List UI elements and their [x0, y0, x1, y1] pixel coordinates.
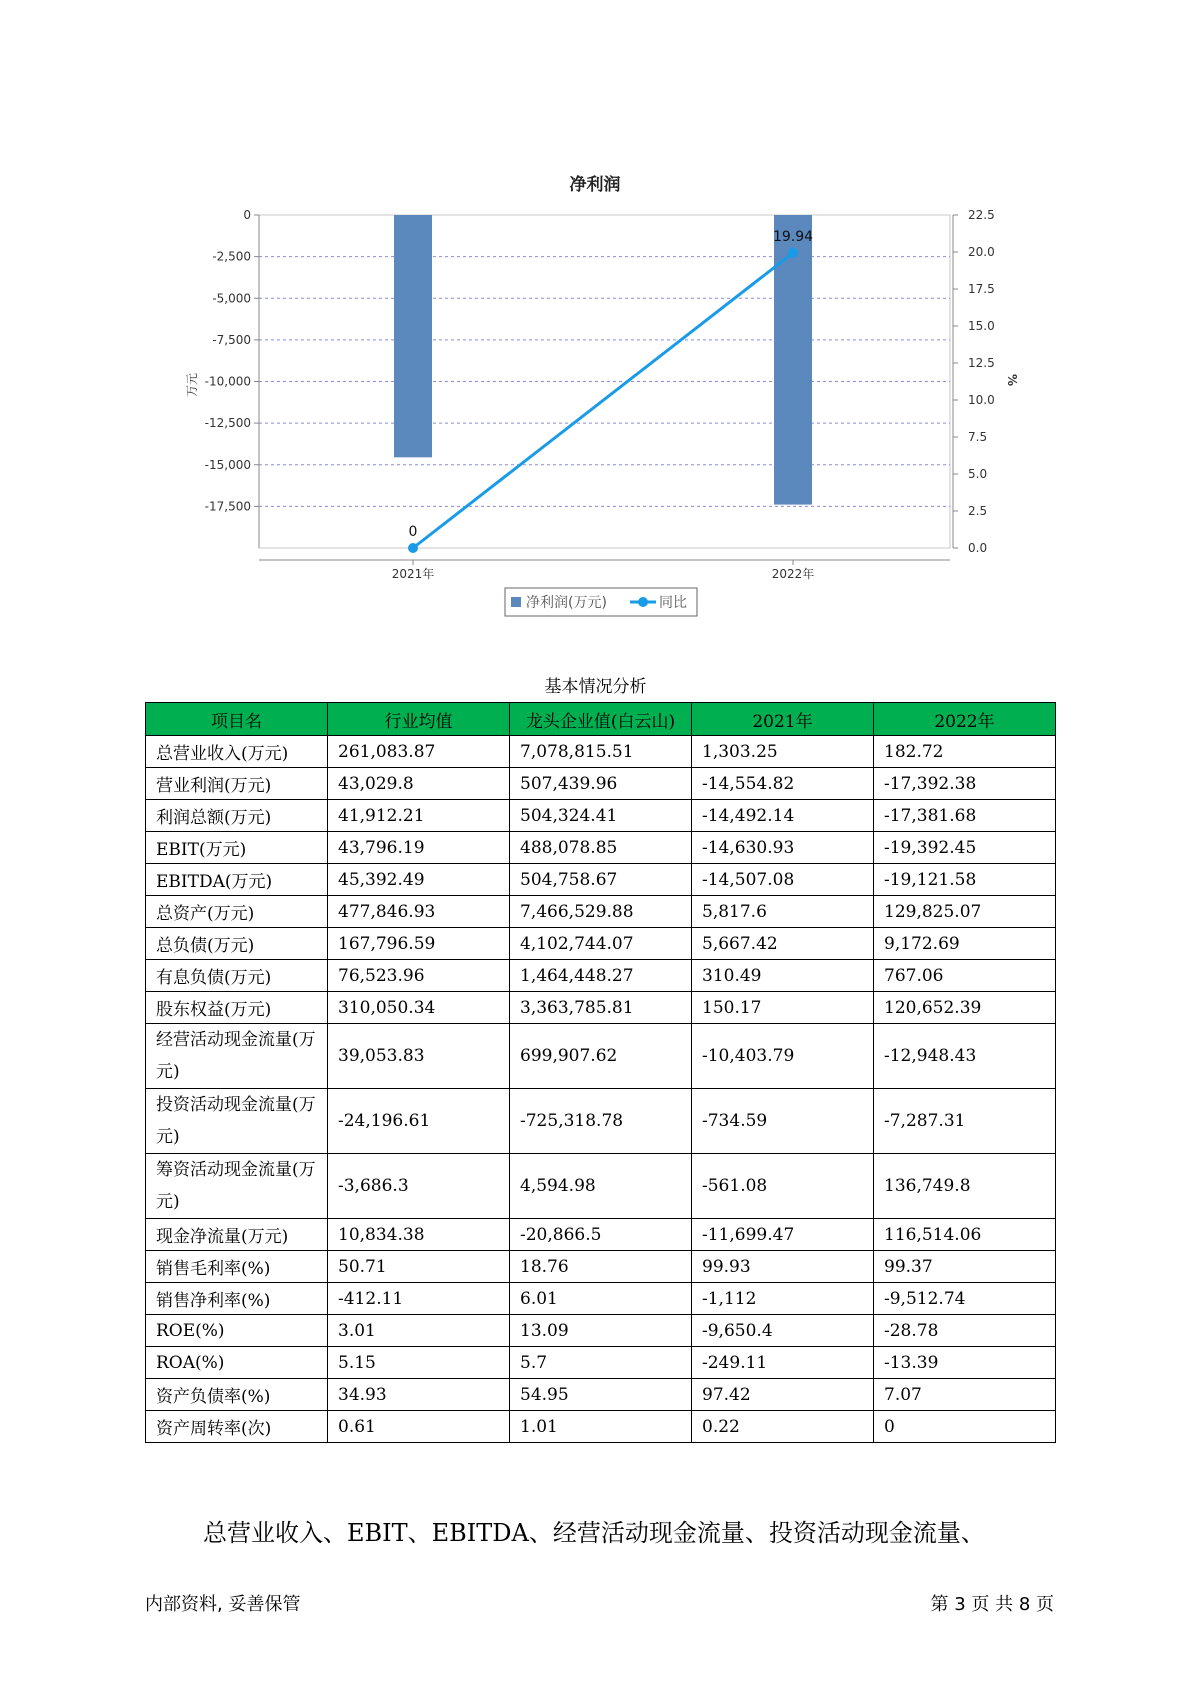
value-cell: 5,817.6 [692, 896, 874, 928]
value-cell: 43,796.19 [328, 832, 510, 864]
value-cell: -20,866.5 [510, 1219, 692, 1251]
value-cell: -28.78 [874, 1315, 1056, 1347]
value-cell: 41,912.21 [328, 800, 510, 832]
value-cell: 9,172.69 [874, 928, 1056, 960]
row-label-cell: ROA(%) [146, 1347, 328, 1379]
value-cell: 0.61 [328, 1411, 510, 1443]
body-paragraph: 总营业收入、EBIT、EBITDA、经营活动现金流量、投资活动现金流量、 [203, 1519, 985, 1547]
table-caption: 基本情况分析 [544, 677, 647, 697]
table-row [146, 1411, 1056, 1443]
value-cell: 39,053.83 [328, 1024, 510, 1089]
value-cell: 7,466,529.88 [510, 896, 692, 928]
value-cell: 97.42 [692, 1379, 874, 1411]
value-cell: -725,318.78 [510, 1089, 692, 1154]
value-cell: -14,630.93 [692, 832, 874, 864]
y2-tick-label: 22.5 [968, 208, 995, 222]
value-cell: -9,512.74 [874, 1283, 1056, 1315]
y2-tick-label: 17.5 [968, 282, 995, 296]
value-cell: 3,363,785.81 [510, 992, 692, 1024]
value-cell: -19,121.58 [874, 864, 1056, 896]
value-cell: 43,029.8 [328, 768, 510, 800]
y2-tick-label: 10.0 [968, 393, 995, 407]
legend-bar-label: 净利润(万元) [526, 595, 607, 611]
value-cell: 7.07 [874, 1379, 1056, 1411]
row-label-cell: EBITDA(万元) [146, 864, 328, 896]
footer-confidential: 内部资料, 妥善保管 [145, 1594, 301, 1615]
y2-axis-label: % [1005, 373, 1019, 387]
row-label-cell: 总营业收入(万元) [146, 736, 328, 768]
table-row [146, 1283, 1056, 1315]
value-cell: 0 [874, 1411, 1056, 1443]
value-cell: 150.17 [692, 992, 874, 1024]
table-body [146, 736, 1056, 1443]
yoy-point [408, 543, 418, 553]
row-label-cell: 经营活动现金流量(万元) [146, 1024, 328, 1089]
table-row [146, 1024, 1056, 1089]
value-cell: 477,846.93 [328, 896, 510, 928]
value-cell: 13.09 [510, 1315, 692, 1347]
value-cell: 4,594.98 [510, 1154, 692, 1219]
table-header-row [146, 703, 1056, 736]
table-row [146, 1347, 1056, 1379]
value-cell: -19,392.45 [874, 832, 1056, 864]
header-item-name: 项目名 [146, 703, 328, 736]
basic-analysis-table [145, 702, 1056, 1443]
legend-line-marker [638, 597, 648, 607]
table-row [146, 1219, 1056, 1251]
value-cell: 116,514.06 [874, 1219, 1056, 1251]
value-cell: -14,492.14 [692, 800, 874, 832]
header-2021: 2021年 [692, 703, 874, 736]
row-label-cell: 利润总额(万元) [146, 800, 328, 832]
value-cell: -561.08 [692, 1154, 874, 1219]
value-cell: -24,196.61 [328, 1089, 510, 1154]
header-industry-avg: 行业均值 [328, 703, 510, 736]
y-tick-label: -5,000 [212, 291, 251, 306]
table-row [146, 992, 1056, 1024]
value-cell: 182.72 [874, 736, 1056, 768]
y-tick-label: -10,000 [204, 374, 251, 389]
table-row [146, 864, 1056, 896]
footer-page-number: 第 3 页 共 8 页 [930, 1594, 1054, 1615]
value-cell: -17,392.38 [874, 768, 1056, 800]
value-cell: 6.01 [510, 1283, 692, 1315]
value-cell: 34.93 [328, 1379, 510, 1411]
y-tick-label: -7,500 [212, 332, 251, 347]
value-cell: 50.71 [328, 1251, 510, 1283]
x-tick-label: 2021年 [391, 567, 435, 581]
chart-title: 净利润 [569, 175, 621, 195]
y2-tick-label: 7.5 [968, 430, 988, 444]
y-axis-label: 万元 [185, 372, 199, 398]
value-cell: 1,464,448.27 [510, 960, 692, 992]
chart-svg [0, 0, 1191, 640]
yoy-point [788, 248, 798, 258]
value-cell: -734.59 [692, 1089, 874, 1154]
value-cell: -11,699.47 [692, 1219, 874, 1251]
table-row [146, 1379, 1056, 1411]
value-cell: 1.01 [510, 1411, 692, 1443]
value-cell: -17,381.68 [874, 800, 1056, 832]
row-label-cell: 有息负债(万元) [146, 960, 328, 992]
value-cell: 7,078,815.51 [510, 736, 692, 768]
value-cell: -10,403.79 [692, 1024, 874, 1089]
row-label-cell: 总资产(万元) [146, 896, 328, 928]
y-tick-label: -17,500 [204, 499, 251, 514]
value-cell: -13.39 [874, 1347, 1056, 1379]
value-cell: -14,507.08 [692, 864, 874, 896]
row-label-cell: EBIT(万元) [146, 832, 328, 864]
value-cell: 76,523.96 [328, 960, 510, 992]
value-cell: 699,907.62 [510, 1024, 692, 1089]
value-cell: 167,796.59 [328, 928, 510, 960]
value-cell: 120,652.39 [874, 992, 1056, 1024]
row-label-cell: 销售净利率(%) [146, 1283, 328, 1315]
value-cell: 488,078.85 [510, 832, 692, 864]
y2-tick-label: 12.5 [968, 356, 995, 370]
row-label-cell: 销售毛利率(%) [146, 1251, 328, 1283]
y-tick-label: 0 [243, 208, 251, 222]
table-row [146, 800, 1056, 832]
table-row [146, 768, 1056, 800]
value-cell: 45,392.49 [328, 864, 510, 896]
value-cell: 261,083.87 [328, 736, 510, 768]
row-label-cell: 总负债(万元) [146, 928, 328, 960]
row-label-cell: 营业利润(万元) [146, 768, 328, 800]
value-cell: 5,667.42 [692, 928, 874, 960]
value-cell: 54.95 [510, 1379, 692, 1411]
value-cell: 18.76 [510, 1251, 692, 1283]
header-leader-value: 龙头企业值(白云山) [510, 703, 692, 736]
value-cell: -14,554.82 [692, 768, 874, 800]
value-cell: 1,303.25 [692, 736, 874, 768]
x-tick-label: 2022年 [771, 567, 815, 581]
table-row [146, 928, 1056, 960]
value-cell: -412.11 [328, 1283, 510, 1315]
table-row [146, 1251, 1056, 1283]
value-cell: 3.01 [328, 1315, 510, 1347]
value-cell: 5.15 [328, 1347, 510, 1379]
value-cell: 310.49 [692, 960, 874, 992]
row-label-cell: 资产周转率(次) [146, 1411, 328, 1443]
value-cell: 504,324.41 [510, 800, 692, 832]
value-cell: 507,439.96 [510, 768, 692, 800]
value-cell: -12,948.43 [874, 1024, 1056, 1089]
table-row [146, 896, 1056, 928]
y-tick-label: -12,500 [204, 416, 251, 431]
table-row [146, 1089, 1056, 1154]
value-cell: 129,825.07 [874, 896, 1056, 928]
value-cell: -7,287.31 [874, 1089, 1056, 1154]
table-row [146, 1154, 1056, 1219]
value-cell: 99.93 [692, 1251, 874, 1283]
row-label-cell: 投资活动现金流量(万元) [146, 1089, 328, 1154]
table-row [146, 960, 1056, 992]
row-label-cell: 股东权益(万元) [146, 992, 328, 1024]
value-cell: 504,758.67 [510, 864, 692, 896]
value-cell: -3,686.3 [328, 1154, 510, 1219]
table-row [146, 736, 1056, 768]
legend-bar-swatch [511, 597, 521, 607]
value-cell: 136,749.8 [874, 1154, 1056, 1219]
value-cell: -249.11 [692, 1347, 874, 1379]
yoy-data-label: 0 [408, 524, 418, 540]
table-row [146, 1315, 1056, 1347]
row-label-cell: 筹资活动现金流量(万元) [146, 1154, 328, 1219]
value-cell: 99.37 [874, 1251, 1056, 1283]
value-cell: 5.7 [510, 1347, 692, 1379]
value-cell: 10,834.38 [328, 1219, 510, 1251]
y-tick-label: -15,000 [204, 457, 251, 472]
row-label-cell: 现金净流量(万元) [146, 1219, 328, 1251]
bar [394, 215, 432, 457]
y2-tick-label: 15.0 [968, 319, 995, 333]
value-cell: 767.06 [874, 960, 1056, 992]
legend-line-label: 同比 [659, 595, 687, 611]
yoy-data-label: 19.94 [772, 228, 814, 245]
value-cell: 0.22 [692, 1411, 874, 1443]
y2-tick-label: 5.0 [968, 467, 988, 481]
y2-tick-label: 0.0 [968, 541, 988, 555]
y-tick-label: -2,500 [212, 249, 251, 264]
row-label-cell: 资产负债率(%) [146, 1379, 328, 1411]
header-2022: 2022年 [874, 703, 1056, 736]
value-cell: 4,102,744.07 [510, 928, 692, 960]
value-cell: 310,050.34 [328, 992, 510, 1024]
row-label-cell: ROE(%) [146, 1315, 328, 1347]
y2-tick-label: 20.0 [968, 245, 995, 259]
net-profit-chart [0, 0, 1191, 640]
y2-tick-label: 2.5 [968, 504, 988, 518]
value-cell: -1,112 [692, 1283, 874, 1315]
table-row [146, 832, 1056, 864]
bar [774, 215, 812, 505]
value-cell: -9,650.4 [692, 1315, 874, 1347]
